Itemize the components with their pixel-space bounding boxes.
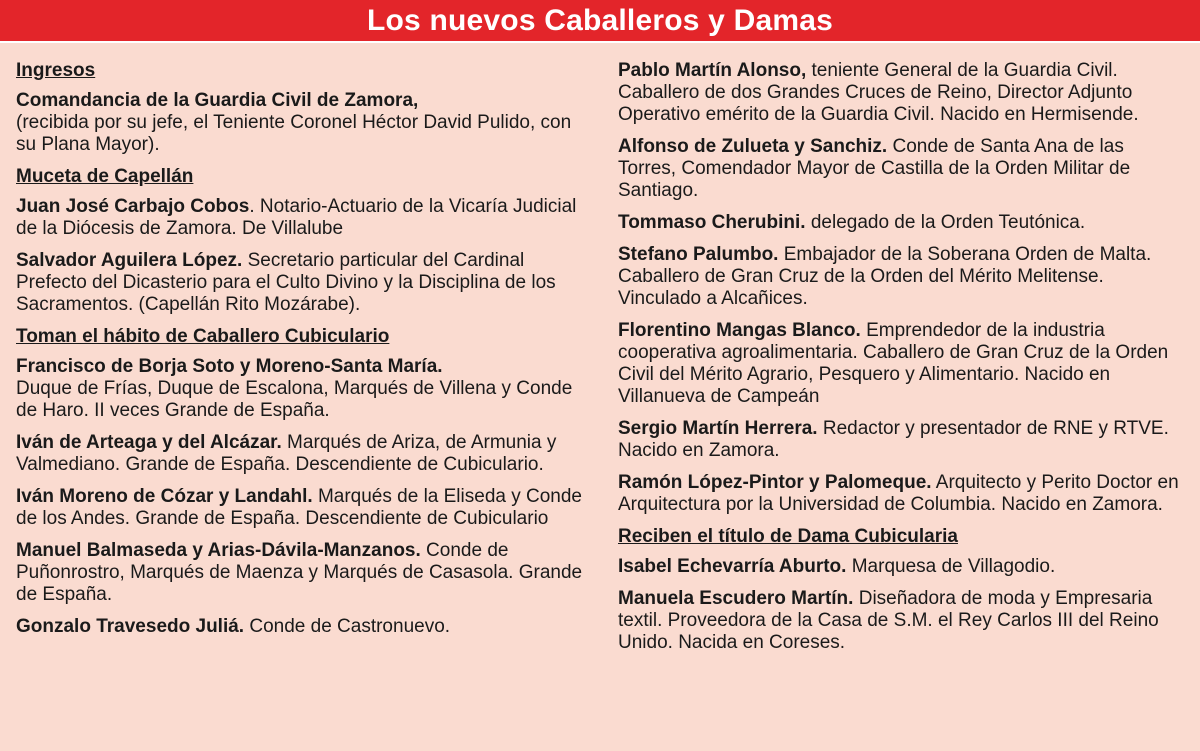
page-title: Los nuevos Caballeros y Damas xyxy=(367,3,833,37)
list-item: Juan José Carbajo Cobos. Notario-Actuario de la Vicaría Judicial de la Diócesis de Zamora. De Villalube xyxy=(16,196,577,239)
list-item: Gonzalo Travesedo Juliá. Conde de Castronuevo. xyxy=(16,616,451,637)
list-item: Manuel Balmaseda y Arias-Dávila-Manzanos. Conde de Puñonrostro, Marqués de Maenza y Marqués de Casasola. Grande de España. xyxy=(16,540,583,605)
list-item: Sergio Martín Herrera. Redactor y presentador de RNE y RTVE. Nacido en Zamora. xyxy=(618,418,1169,461)
section-heading-muceta: Muceta de Capellán xyxy=(16,166,194,187)
list-item: Comandancia de la Guardia Civil de Zamora, (recibida por su jefe, el Teniente Coronel Héctor David Pulido, con su Plana Mayor). xyxy=(16,90,572,155)
right-column xyxy=(618,60,1184,664)
section-heading-damas: Reciben el título de Dama Cubicularia xyxy=(618,526,958,547)
list-item: Salvador Aguilera López. Secretario particular del Cardinal Prefecto del Dicasterio para el Culto Divino y la Disciplina de los Sacramentos. (Capellán Rito Mozárabe). xyxy=(16,250,556,315)
title-bar xyxy=(0,0,1200,43)
left-column xyxy=(16,60,584,648)
list-item: Isabel Echevarría Aburto. Marquesa de Villagodio. xyxy=(618,556,1056,577)
list-item: Florentino Mangas Blanco. Emprendedor de la industria cooperativa agroalimentaria. Caballero de Gran Cruz de la Orden Civil del Mérito Agrario, Pesquero y Alimentario. Nacido en Villanueva de Campeán xyxy=(618,320,1169,407)
section-heading-ingresos: Ingresos xyxy=(16,60,96,81)
list-item: Iván Moreno de Cózar y Landahl. Marqués de la Eliseda y Conde de los Andes. Grande de España. Descendiente de Cubiculario xyxy=(16,486,582,529)
list-item: Alfonso de Zulueta y Sanchiz. Conde de Santa Ana de las Torres, Comendador Mayor de Castilla de la Orden Militar de Santiago. xyxy=(618,136,1131,201)
list-item: Pablo Martín Alonso, teniente General de la Guardia Civil. Caballero de dos Grandes Cruces de Reino, Director Adjunto Operativo emérito de la Guardia Civil. Nacido en Hermisende. xyxy=(618,60,1139,125)
list-item: Francisco de Borja Soto y Moreno-Santa María. Duque de Frías, Duque de Escalona, Marqués de Villena y Conde de Haro. II veces Grande de España. xyxy=(16,356,573,421)
section-heading-toman: Toman el hábito de Caballero Cubiculario xyxy=(16,326,390,347)
list-item: Tommaso Cherubini. delegado de la Orden Teutónica. xyxy=(618,212,1086,233)
list-item: Stefano Palumbo. Embajador de la Soberana Orden de Malta. Caballero de Gran Cruz de la Orden del Mérito Melitense. Vinculado a Alcañices. xyxy=(618,244,1152,309)
list-item: Ramón López-Pintor y Palomeque. Arquitecto y Perito Doctor en Arquitectura por la Universidad de Columbia. Nacido en Zamora. xyxy=(618,472,1179,515)
list-item: Manuela Escudero Martín. Diseñadora de moda y Empresaria textil. Proveedora de la Casa de S.M. el Rey Carlos III del Reino Unido. Nacida en Coreses. xyxy=(618,588,1159,653)
list-item: Iván de Arteaga y del Alcázar. Marqués de Ariza, de Armunia y Valmediano. Grande de España. Descendiente de Cubiculario. xyxy=(16,432,557,475)
